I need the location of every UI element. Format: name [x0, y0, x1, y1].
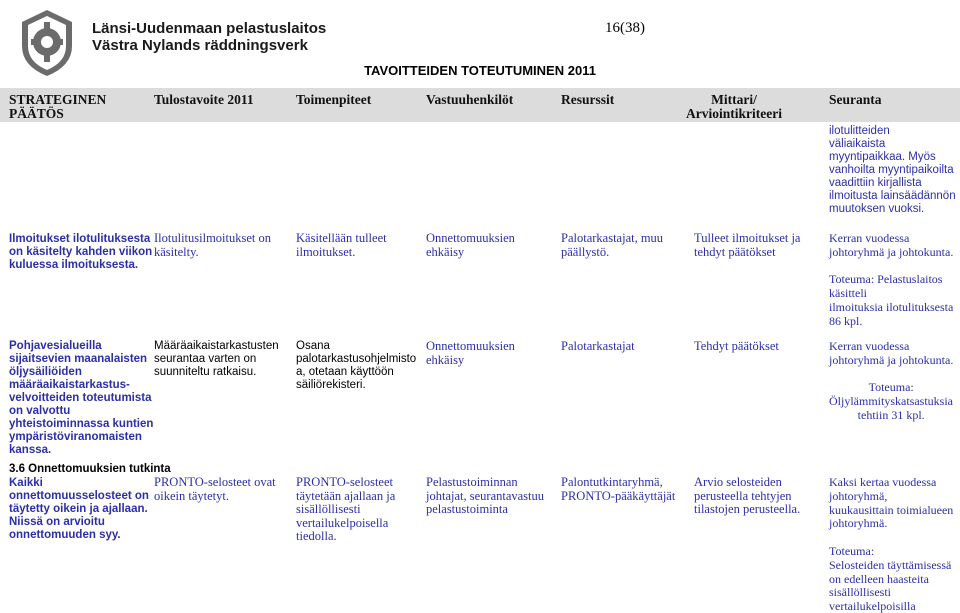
- organization-name-swedish: Västra Nylands räddningsverk: [92, 37, 308, 54]
- table-cell-resources: Palontutkintaryhmä, PRONTO-pääkäyttäjät: [561, 475, 676, 503]
- table-cell-strategic: Ilmoitukset ilotulituksesta on käsitelty kahden viikon kuluessa ilmoituksesta.: [9, 233, 153, 271]
- table-cell-metric: Tehdyt päätökset: [694, 339, 779, 353]
- table-cell-actions: Osana palotarkastusohjelmisto a, otetaan käyttöön säiliörekisteri.: [296, 340, 417, 391]
- table-cell-metric: Tulleet ilmoitukset ja tehdyt päätökset: [694, 231, 801, 259]
- section-heading: 3.6 Onnettomuuksien tutkinta: [9, 463, 171, 475]
- table-header: [0, 88, 960, 122]
- table-cell-followup-continued: ilotulitteiden väliaikaista myyntipaikkaa. Myös vanhoilta myyntipaikoilta vaadittiin kirjallista ilmoitusta lainsäädännön muutoksen vuoksi.: [829, 125, 956, 215]
- table-cell-strategic: Pohjavesialueilla sijaitsevien maanalaisten öljysäiliöiden määräaikaistarkastus- velvoitteiden toteutumista on valvottu yhteistoiminnassa kuntien ympäristöviranomaisten kanssa.: [9, 340, 154, 456]
- column-header-followup: Seuranta: [829, 92, 882, 107]
- table-cell-followup: Kerran vuodessa johtoryhmä ja johtokunta. Toteuma: Pelastuslaitos käsitteli ilmoituksia ilotulituksesta 86 kpl.: [829, 231, 954, 328]
- column-header-metric: Mittari/ Arviointikriteeri: [686, 92, 782, 121]
- table-cell-resources: Palotarkastajat: [561, 339, 635, 353]
- table-cell-goal: PRONTO-selosteet ovat oikein täytetyt.: [154, 475, 276, 503]
- table-cell-goal: Määräaikaistarkastusten seurantaa varten on suunniteltu ratkaisu.: [154, 340, 279, 378]
- table-cell-metric: Arvio selosteiden perusteella tehtyjen tilastojen perusteella.: [694, 475, 801, 516]
- organization-name-finnish: Länsi-Uudenmaan pelastuslaitos: [92, 20, 327, 37]
- page-number: 16(38): [605, 20, 645, 36]
- table-cell-resources: Palotarkastajat, muu päällystö.: [561, 231, 664, 259]
- column-header-actions: Toimenpiteet: [296, 92, 372, 107]
- column-header-resources: Resurssit: [561, 92, 615, 107]
- document-header: [0, 0, 960, 88]
- page-title: TAVOITTEIDEN TOTEUTUMINEN 2011: [364, 63, 596, 78]
- table-cell-responsible: Pelastustoiminnan johtajat, seurantavastuu pelastustoiminta: [426, 475, 545, 516]
- column-header-responsible: Vastuuhenkilöt: [426, 92, 514, 107]
- table-cell-followup: Kaksi kertaa vuodessa johtoryhmä, kuukausittain toimialueen johtoryhmä. Toteuma: Selosteiden täyttämisessä on edelleen haasteita sisällöllisesti vertailukelpoisilla: [829, 475, 954, 613]
- column-header-strategic-decision: STRATEGINEN PÄÄTÖS: [9, 92, 107, 121]
- table-cell-actions: Käsitellään tulleet ilmoitukset.: [296, 231, 387, 259]
- table-cell-strategic: Kaikki onnettomuusselosteet on täytetty oikein ja ajallaan. Niissä on arvioitu onnettomuuden syy.: [9, 477, 149, 541]
- table-cell-responsible: Onnettomuuksien ehkäisy: [426, 339, 515, 367]
- table-cell-actions: PRONTO-selosteet täytetään ajallaan ja sisällöllisesti vertailukelpoisella tiedolla.: [296, 475, 396, 543]
- column-header-goal: Tulostavoite 2011: [154, 92, 254, 107]
- table-cell-goal: Ilotulitusilmoitukset on käsitelty.: [154, 231, 272, 259]
- table-cell-responsible: Onnettomuuksien ehkäisy: [426, 231, 515, 259]
- table-cell-followup: Kerran vuodessa johtoryhmä ja johtokunta. Toteuma: Öljylämmityskatsastuksia tehtiin 31 kpl.: [829, 339, 954, 422]
